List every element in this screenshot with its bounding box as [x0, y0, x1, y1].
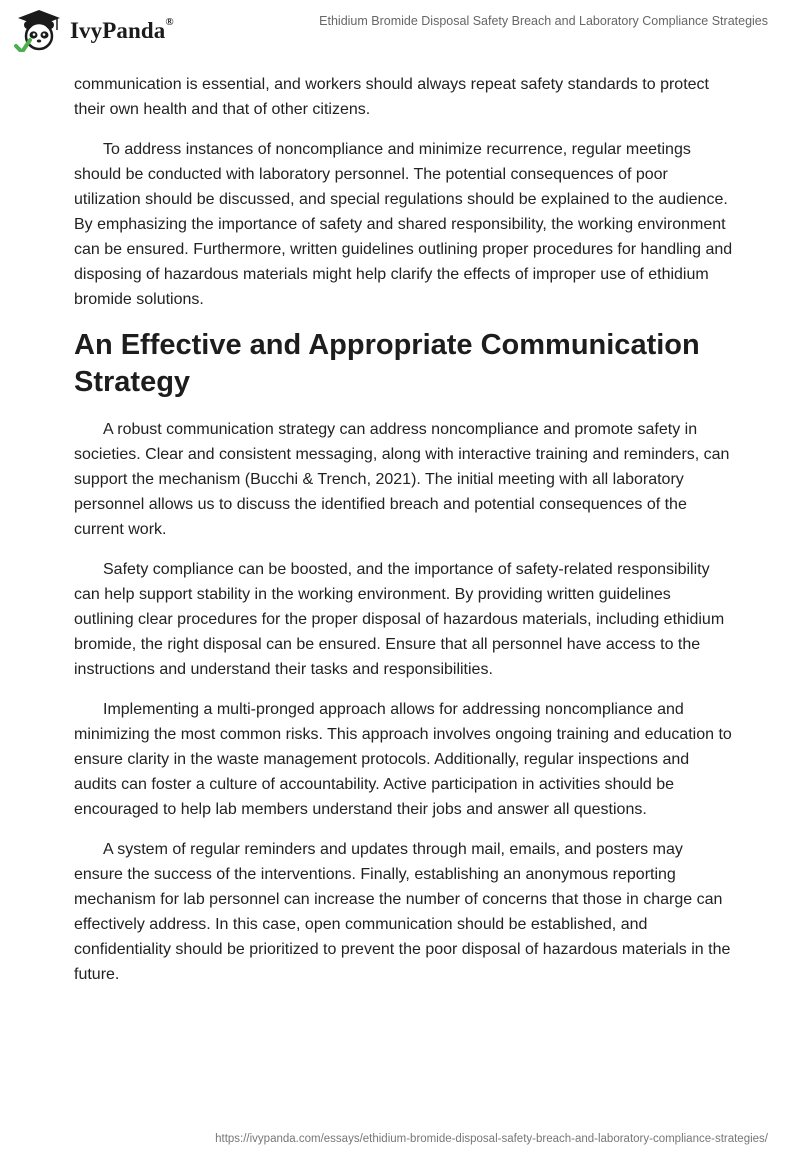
ivypanda-logo[interactable]	[14, 8, 174, 52]
paragraph: A robust communication strategy can address noncompliance and promote safety in societies. Clear and consistent messaging, along with interactive training and reminders, can support the mechanism (Bucchi & Trench, 2021). The initial meeting with all laboratory personnel allows us to discuss the identified breach and potential consequences of the current work.	[74, 421, 730, 538]
paragraph: A system of regular reminders and updates through mail, emails, and posters may ensure the success of the interventions. Finally, establishing an anonymous reporting mechanism for lab personnel can increase the number of concerns that those in charge can effectively address. In this case, open communication should be established, and confidentiality should be prioritized to prevent the poor disposal of hazardous materials in the future.	[74, 841, 731, 983]
paragraph: To address instances of noncompliance and minimize recurrence, regular meetings should be conducted with laboratory personnel. The potential consequences of poor utilization should be discussed, and special regulations should be explained to the audience. By emphasizing the importance of safety and shared responsibility, the working environment can be ensured. Furthermore, written guidelines outlining proper procedures for handling and disposing of hazardous materials might help clarify the effects of improper use of ethidium bromide solutions.	[74, 141, 733, 308]
section-heading: An Effective and Appropriate Communication Strategy	[74, 329, 700, 398]
page-header	[0, 0, 800, 60]
panda-graduate-icon	[14, 8, 64, 52]
registered-mark: ®	[165, 16, 174, 28]
paragraph: Implementing a multi-pronged approach allows for addressing noncompliance and minimizing the most common risks. This approach involves ongoing training and education to ensure clarity in the waste management protocols. Additionally, regular inspections and audits can foster a culture of accountability. Active participation in activities should be encouraged to help lab members understand their jobs and answer all questions.	[74, 701, 732, 818]
logo-text: IvyPanda	[70, 18, 166, 43]
source-url[interactable]: https://ivypanda.com/essays/ethidium-bromide-disposal-safety-breach-and-laboratory-compliance-strategies/	[215, 1133, 768, 1145]
paragraph: Safety compliance can be boosted, and the importance of safety-related responsibility can help support stability in the working environment. By providing written guidelines outlining clear procedures for the proper disposal of hazardous materials, including ethidium bromide, the right disposal can be ensured. Ensure that all personnel have access to the instructions and understand their tasks and responsibilities.	[74, 561, 725, 678]
document-title: Ethidium Bromide Disposal Safety Breach and Laboratory Compliance Strategies	[319, 14, 768, 28]
essay-content	[74, 72, 734, 1002]
paragraph-continued: communication is essential, and workers should always repeat safety standards to protect their own health and that of other citizens.	[74, 76, 709, 118]
